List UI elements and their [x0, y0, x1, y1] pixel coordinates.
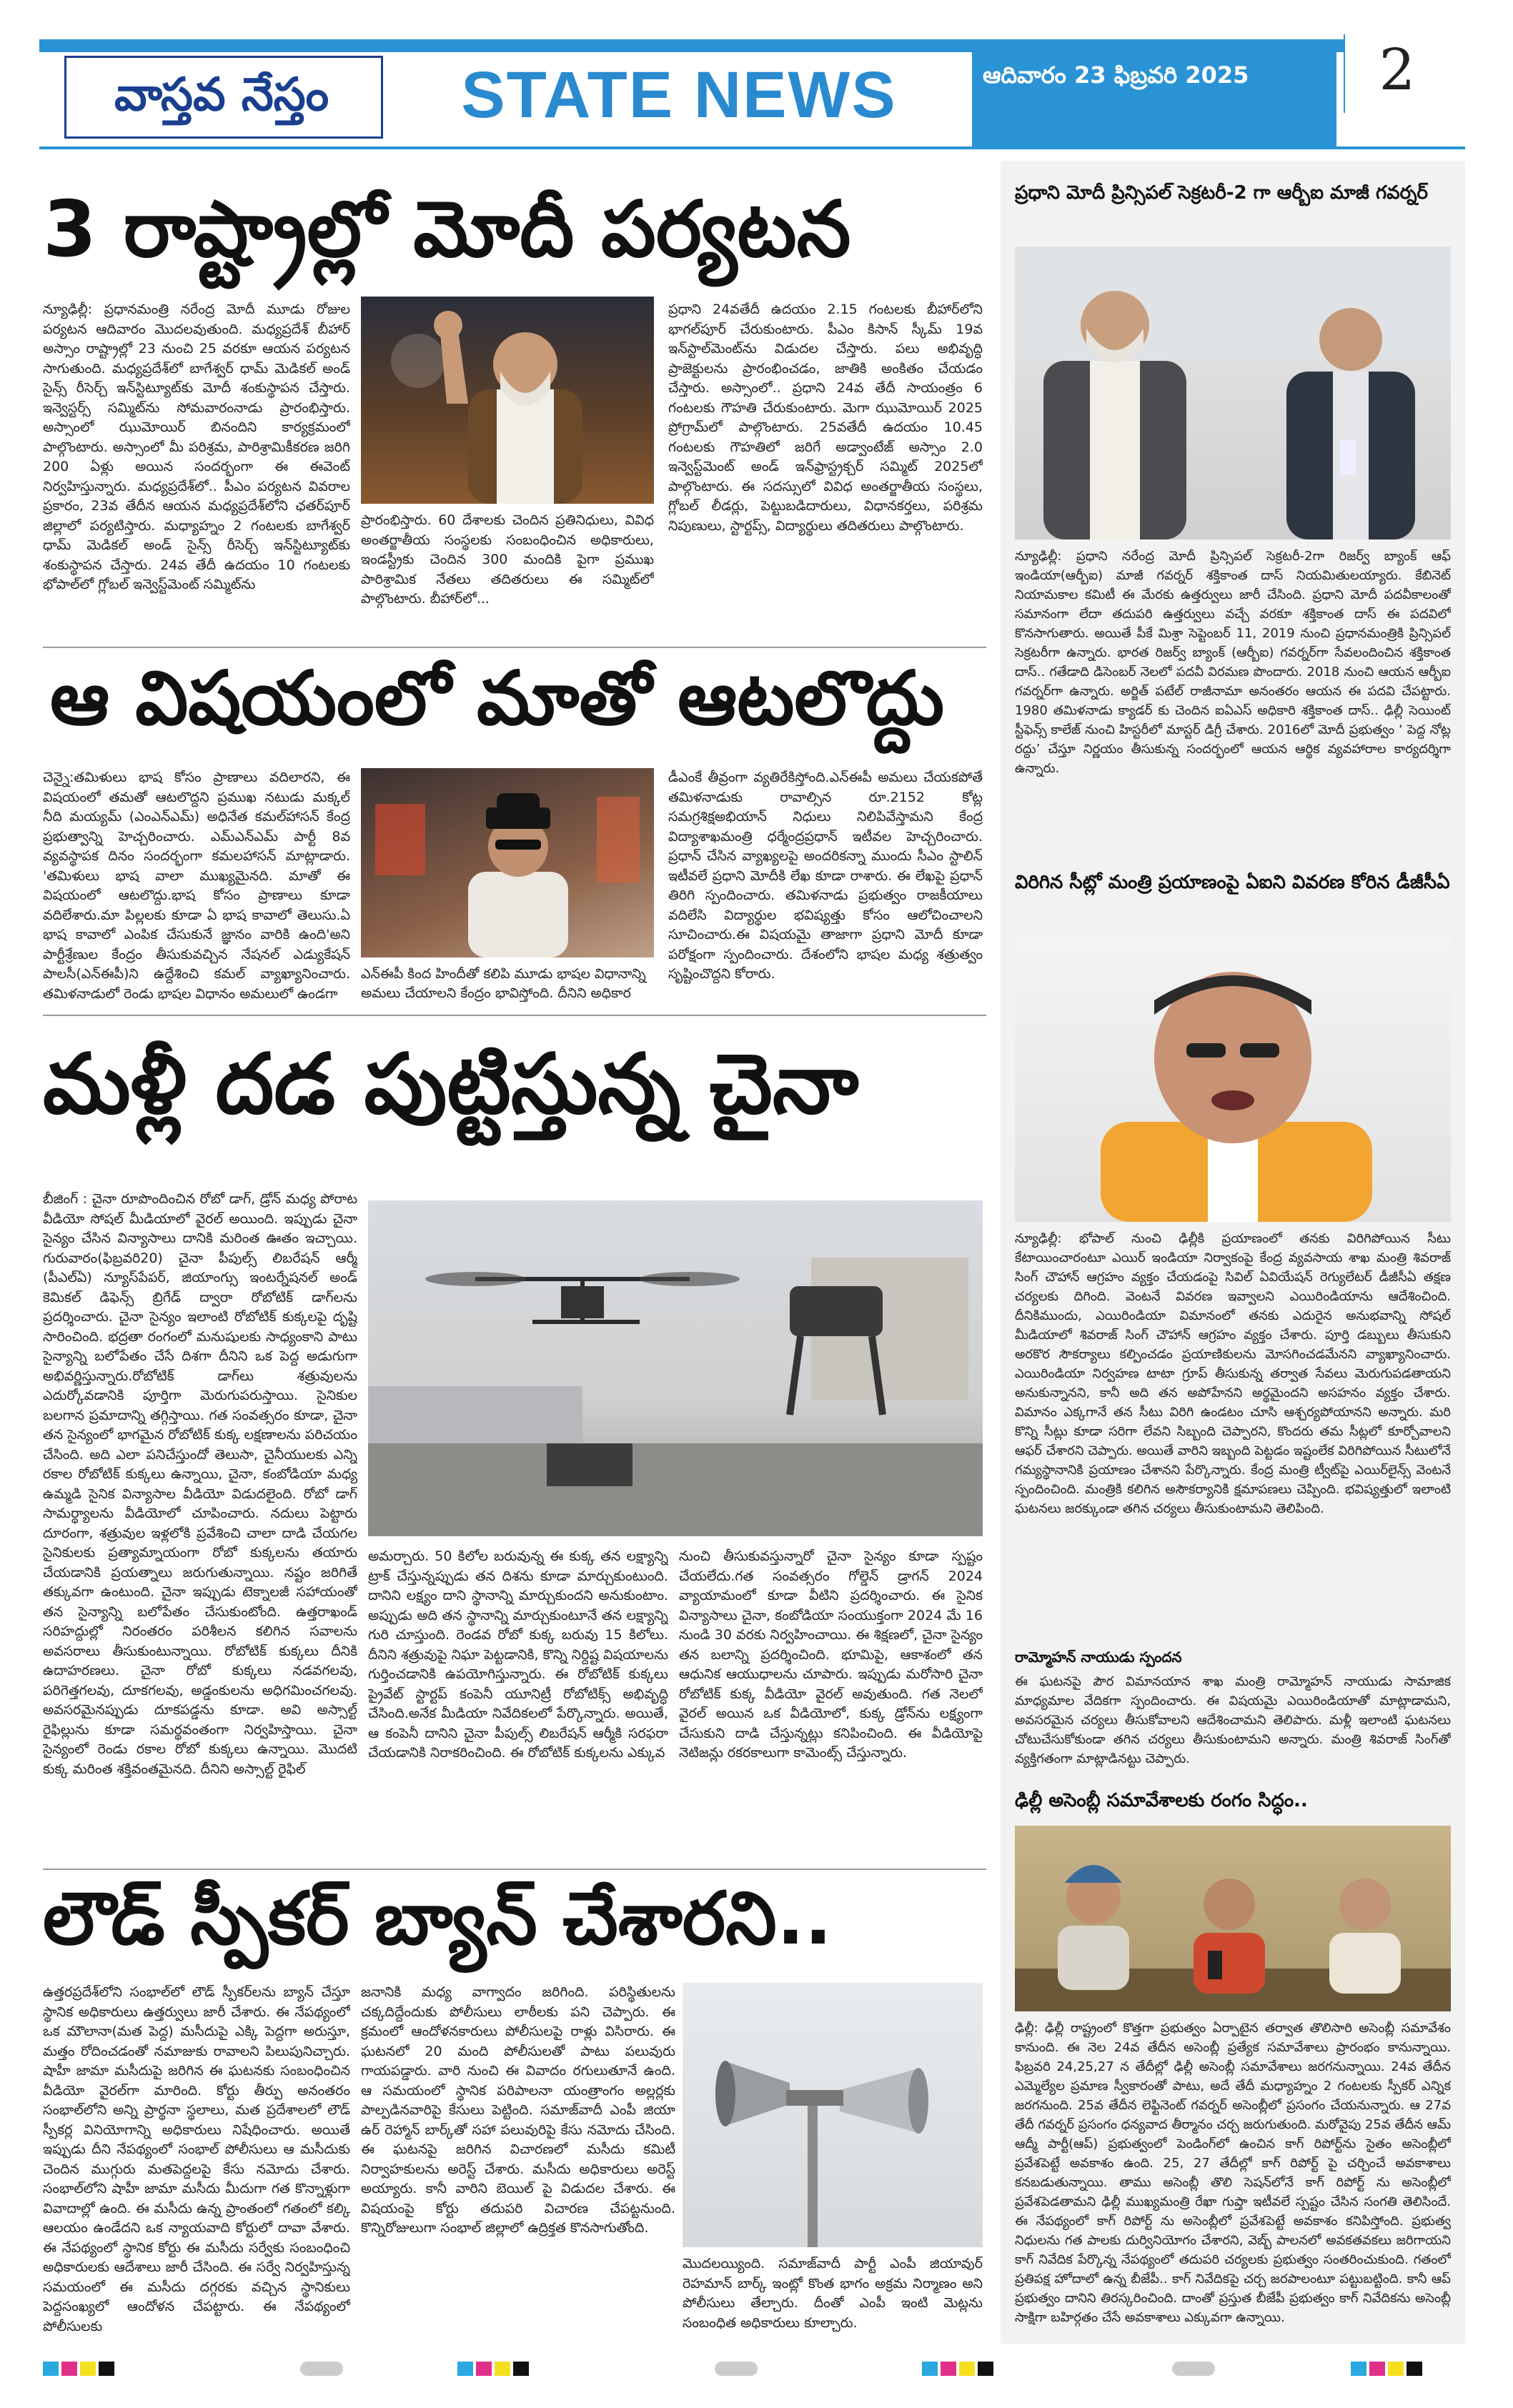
story4-photo	[683, 1983, 983, 2247]
story2-column-1: చెన్నై:తమిళులు భాష కోసం ప్రాణాలు వదిలారని, ఈ విషయంలో తమతో ఆటలొద్దని ప్రముఖ నటుడు మక్కల్ నీది మయ్యమ్ (ఎంఎన్ఎమ్) అధినేత కమల్‌హాసన్ కేంద్ర ప్రభుత్వాన్ని హెచ్చరించారు. ఎమ్ఎన్ఎమ్ పార్టీ 8వ వ్యవస్థాపక దినం సందర్భంగా కమలహాసన్ మాట్లాడారు. 'తమిళులు భాష వాలా ముఖ్యమైనది. మాతో ఈ విషయంలో ఆటలొద్దు.భాష కోసం ప్రాణాలు కూడా వదిలేశారు.మా పిల్లలకు కూడా ఏ భాష కావాలో తెలుసు.ఏ భాష కావాలో ఎంపిక చేసుకునే జ్ఞానం వారికి ఉంది'అని పార్టీశ్రేణుల కేంద్రం తీసుకువచ్చిన నేషనల్ ఎడ్యుకేషన్ పాలసీ(ఎన్‌ఈపీ)ని ఉద్దేశించి కమల్ వ్యాఖ్యానించారు. తమిళనాడులో రెండు భాషల విధానం అమలులో ఉండగా	[43, 770, 350, 1002]
sidebar-story3-text: ఢిల్లీ: ఢిల్లీ రాష్ట్రంలో కొత్తగా ప్రభుత్వం ఏర్పాటైన తర్వాత తొలిసారి అసెంబ్లీ సమావేశం కానుంది. ఈ నెల 24వ తేదీన అసెంబ్లీ ప్రత్యేక సమావేశాలు ప్రారంభం కానున్నాయి. ఫిబ్రవరి 24,25,27 న తేదీల్లో ఢిల్లీ అసెంబ్లీ సమావేశాలు జరగనున్నాయి. 24వ తేదీన ఎమ్మెల్యేల ప్రమాణ స్వీకారంతో పాటు, అదే తేదీ మధ్యాహ్నం 2 గంటలకు స్పీకర్ ఎన్నిక జరగనుంది. 25వ తేదీన లెఫ్టినెంట్ గవర్నర్ అసెంబ్లీలో ప్రసంగం చేయనున్నారు. ఆ 27వ తేదీ గవర్నర్ ప్రసంగం ధన్యవాద తీర్మానం చర్చ జరుగుతుంది. మరోవైపు 25వ తేదీన ఆమ్ ఆద్మీ పార్టీ(ఆప్) ప్రభుత్వంలో పెండింగ్‌లో ఉంచిన కాగ్ రిపోర్ట్‌ను సైతం అసెంబ్లీలో ప్రవేశపెట్టే అవకాశం ఉంది. 25, 27 తేదీల్లో కాగ్ రిపోర్ట్ పై చర్చించే అవకాశాలు కనబడుతున్నాయి. తాము అసెంబ్లీ తొలి సెషన్‌లోనే కాగ్ రిపోర్ట్ ను అసెంబ్లీలో ప్రవేశపెడతామని ఢిల్లీ ముఖ్యమంత్రి రేఖా గుప్తా ఇటీవలే స్పష్టం చేసిన సంగతి తెలిసిందే. ఈ నేపథ్యంలో కాగ్ రిపోర్ట్ ను అసెంబ్లీలో ప్రవేశపెట్టే అవకాశం కనిపిస్తోంది. ప్రభుత్వ నిధులను గత పాలకు దుర్వినియోగం చేశారని, వెబ్బ్ పాలనలో అవకతవకలు జరిగాయని కాగ్ నివేదిక పేర్కొన్న నేపథ్యంలో తదుపరి చర్యలకు ప్రభుత్వం సంతరించుకుంది. గతంలో ప్రతిపక్ష హోదాలో ఉన్న బీజేపీ.. కాగ్ నివేదికపై చర్చ జరపాలంటూ పట్టుబట్టింది. కానీ ఆప్ ప్రభుత్వం దానిని తిరస్కరించింది. దాంతో ప్రస్తుత బీజేపీ ప్రభుత్వం కాగ్ నివేదికను అసెంబ్లీ సాక్షిగా బహిర్గతం చేసే అవకాశాలు ఎక్కువగా ఉన్నాయి.	[1015, 2021, 1451, 2325]
story-divider	[43, 647, 986, 648]
sidebar-story1-photo	[1015, 247, 1451, 539]
registration-oval	[715, 2362, 758, 2376]
story3-column-2: అమర్చారు. 50 కిలోల బరువున్న ఈ కుక్క తన లక్ష్యాన్ని ట్రాక్ చేస్తున్నప్పుడు తన దిశను కూడా మార్చుకుంటుంది. దానిని లక్ష్యం దాని స్థానాన్ని మార్చుకుందని అనుకుంటాం. అప్పుడు అది తన స్థానాన్ని మార్చుకుంటూనే తన లక్ష్యాన్ని గురి చూస్తుంది. రెండవ రోబో కుక్క బరువు 15 కిలోలు. దీనిని శత్రువుపై నిఘా పెట్టడానికి, కొన్ని నిర్దిష్ట విషయాలను గుర్తించడానికి ఉపయోగిస్తున్నారు. ఈ రోబోటిక్ కుక్కలు ప్రైవేట్ స్టార్టప్ కంపెనీ యూనిట్రీ రోబోటిక్స్ అభివృద్ధి చేసింది.అనేక మీడియా నివేదికలలో పేర్కొన్నారు. అయితే, ఆ కంపెనీ దానిని చైనా పీపుల్స్ లిబరేషన్ ఆర్మీకి సరఫరా చేయడానికి నిరాకరించింది. ఈ రోబోటిక్ కుక్కలను ఎక్కువ	[368, 1548, 668, 1761]
modi-shaktikanta-image	[1015, 247, 1451, 539]
color-registration-bar-4	[1351, 2362, 1465, 2377]
story3-column-1: బీజింగ్ : చైనా రూపొందించిన రోబో డాగ్, డ్రోన్ మధ్య పోరాట వీడియో సోషల్ మీడియాలో వైరల్ అయింది. ఇప్పుడు చైనా సైన్యం చేసిన విన్యాసాలు దానికి మరింత ఊతం ఇచ్చాయి. గురువారం(ఫిబ్రవరి20) చైనా పీపుల్స్ లిబరేషన్ ఆర్మీ (పీఎల్ఏ) న్యూస్‌పేపర్, జియాంగ్సు ఇంటర్నేషనల్ అండ్ కెమికల్ డిఫెన్స్ బ్రిగేడ్ ద్వారా రోబోటిక్ డాగ్‌లను ప్రదర్శించారు. చైనా సైన్యం ఇలాంటి రోబోటిక్ కుక్కలపై దృష్టి సారించింది. భద్రతా రంగంలో మనుషులకు సాధ్యంకాని పాటు సైన్యాన్ని బలోపేతం చేసే దిశగా దీనిని ఒక పెద్ద అడుగుగా అభివర్ణిస్తున్నారు.రోబోటిక్ డాగ్‌లు శత్రువులను ఎదుర్కోవడానికి పూర్తిగా మెరుగుపరుస్తాయి. సైనికుల బలగాన ప్రమాదాన్ని తగ్గిస్తాయి. గత సంవత్సరం కూడా, చైనా తన సైన్యంలో భాగమైన రోబోటిక్ కుక్క లక్షణాలను పరిచయం చేసింది. అది ఎలా పనిచేస్తుందో తెలుసా, చైనీయులకు ఎన్ని రకాల రోబోటిక్ కుక్కలు ఉన్నాయి, చైనా, కంబోడియా మధ్య ఉమ్మడి సైనిక విన్యాసాల వీడియో విడుదలైంది. రోబో డాగ్ సామర్థ్యాలను వీడియోలో చూపించారు. నదులు పెట్టారు దూరంగా, శత్రువుల ఇళ్లలోకి ప్రవేశించి చాలా దాడి చేయగల సైనికులకు ప్రత్యామ్నాయంగా రోబో కుక్కలను తయారు చేయడానికి ప్రయత్నాలు జరుగుతున్నాయి. నష్టం జరిగితే తక్కువగా ఉంటుంది. చైనా ఇప్పుడు టెక్నాలజీ సహాయంతో తన సైన్యాన్ని బలోపేతం చేసుకుంటోంది. ఉత్తరాఖండ్ సరిహద్దుల్లో నిరంతరం పరిశీలన కలిగిన సవాలను అవసరాలు తీసుకుంటున్నాయి. రోబోటిక్ కుక్కలు దీనికి ఉదాహరణలు. చైనా రోబో కుక్కలు నడవగలవు, పరిగెత్తగలవు, దూకగలవు, అడ్డంకులను అధిగమించగలవు. అవసరమైనప్పుడు దూకపడ్డను కూడా. అవి అస్సాల్ట్ రైఫిల్లును కూడా సమర్థవంతంగా నిర్వహిస్తాయి. చైనా సైన్యంలో రెండు రకాల రోబో కుక్కలు ఉన్నాయి. మొదటి కుక్క మరింత శక్తివంతమైనది. దీనిని అస్సాల్ట్ రైఫిల్	[43, 1191, 357, 1777]
color-registration-bar-1	[43, 2362, 186, 2377]
date-band	[972, 39, 1336, 146]
story4-column-1: ఉత్తరప్రదేశ్‌లోని సంభాల్‌లో లౌడ్ స్పీకర్‌లను బ్యాన్ చేస్తూ స్థానిక అధికారులు ఉత్తర్వులు జారీ చేశారు. ఈ నేపథ్యంలో ఒక మౌలానా(మత పెద్ద) మసీదుపై ఎక్కి పెద్దగా అరుస్తూ, మత్తం రోదించడంతో నమాజుకు రావాలని పిలుపునిచ్చారు. షాహీ జామా మసీదుపై జరిగిన ఈ ఘటనకు సంబంధించిన వీడియో వైరల్‌గా మారింది. కోర్టు తీర్పు అనంతరం సంభాల్‌లోని అన్ని ప్రార్థనా స్థలాలు, మత ప్రదేశాలలో లౌడ్ స్పీకర్ల వినియోగాన్ని అధికారులు నిషేధించారు. అయితే ఇప్పుడు దీని నేపథ్యంలో సంభాల్ పోలీసులు ఆ మసీదుకు చెందిన ముగ్గురు మతపెద్దలపై కేసు నమోదు చేశారు. సంభాల్‌లోని షాహీ జామా మసీదు మీదుగా గత కొన్నాళ్లుగా వివాదాల్లో ఉంది. ఈ మసీదు ఉన్న ప్రాంతంలో గతంలో కల్కి ఆలయం ఉండేదని ఒక న్యాయవాది కోర్టులో దావా వేశారు. ఈ నేపథ్యంలో స్థానిక కోర్టు ఈ మసీదు సర్వేకు సంబంధించి అధికారులకు ఆదేశాలు జారీ చేసింది. ఈ సర్వే నిర్వహిస్తున్న సమయంలో ఈ మసీదు దగ్గరకు వచ్చిన స్థానికులు పెద్దసంఖ్యలో ఆందోళన చేపట్టారు. ఈ నేపథ్యంలో పోలీసులకు	[43, 1984, 350, 2334]
story4-column-2: జనానికి మధ్య వాగ్వాదం జరిగింది. పరిస్థితులను చక్కదిద్దేందుకు పోలీసులు లాఠీలకు పని చెప్పారు. ఈ క్రమంలో ఆందోళనకారులు పోలీసులపై రాళ్లు విసిరారు. ఈ ఘటనలో 20 మంది పోలీసులతో పాటు పలువురు గాయపడ్డారు. వారి నుంచి ఈ వివాదం రగులుతూనే ఉంది. ఆ సమయంలో స్థానిక పరిపాలనా యంత్రాంగం అల్లర్లకు పాల్పడినవారిపై కేసులు పెట్టింది. సమాజ్‌వాదీ ఎంపీ జియా ఉర్ రెహ్మాన్ బార్క్‌తో సహా పలువురిపై కేసు నమోదు చేసింది. ఈ ఘటనపై జరిగిన విచారణలో మసీదు కమిటీ నిర్వాహకులను అరెస్ట్ చేశారు. మసీదు అధికారులు అరెస్ట్ అయ్యారు. కానీ వారిని బెయిల్ పై విడుదల చేశారు. ఈ విషయంపై కోర్టు తదుపరి విచారణ చేపట్టనుంది. కొన్నిరోజులుగా సంభాల్ జిల్లాలో ఉద్రిక్తత కొనసాగుతోంది.	[361, 1984, 675, 2236]
newspaper-logo: వాస్తవ నేస్తం	[114, 68, 329, 121]
kamal-haasan-image	[361, 768, 654, 957]
story1-photo	[361, 297, 654, 504]
story1-headline: 3 రాష్ట్రాల్లో మోదీ పర్యటన	[43, 185, 851, 274]
sidebar-story2-text2: ఈ ఘటనపై పౌర విమానయాన శాఖ మంత్రి రామ్మోహన్ నాయుడు సామాజిక మాధ్యమాల వేదికగా స్పందించారు. ఈ విషయమై ఎయిరిండియాతో మాట్లాడామని, అవసరమైన చర్యలు తీసుకోవాలని ఆదేశించామని తెలిపారు. మళ్లీ ఇలాంటి ఘటనలు చోటుచేసుకోకుండా తగిన చర్యలు తీసుకుంటామని అన్నారు. మంత్రి శివరాజ్ సింగ్‌తో వ్యక్తిగతంగా మాట్లాడినట్టు చెప్పారు.	[1015, 1674, 1451, 1766]
sidebar-story1-text: న్యూఢిల్లీ: ప్రధాని నరేంద్ర మోదీ ప్రిన్సిపల్ సెక్రటరీ-2గా రిజర్వ్ బ్యాంక్ ఆఫ్ ఇండియా(ఆర్బీఐ) మాజీ గవర్నర్ శక్తికాంత దాస్ నియమితులయ్యారు. కేబినెట్ నియామకాల కమిటీ ఈ మేరకు ఉత్తర్వులు జారీ చేసింది. ప్రధాని మోదీ పదవీకాలంతో సమానంగా లేదా తదుపరి ఉత్తర్వులు వచ్చే వరకూ శక్తికాంత దాస్ ఈ పదవిలో కొనసాగుతారు. అయితే పీకే మిశ్రా సెప్టెంబర్ 11, 2019 నుంచి ప్రధానమంత్రికి ప్రిన్సిపల్ సెక్రటరీగా ఉన్నారు. భారత రిజర్వ్ బ్యాంక్ (ఆర్బీఐ) గవర్నర్‌గా సేవలందించిన శక్తికాంత దాస్.. గతేడాది డిసెంబర్ నెలలో పదవీ విరమణ పొందారు. 2018 నుంచి ఆయన ఆర్బీఐ గవర్నర్‌గా ఉన్నారు. అర్జిత్ పటేల్ రాజీనామా అనంతరం ఆయన ఈ పదవి చేపట్టారు. 1980 తమిళనాడు క్యాడర్ కు చెందిన ఐఏఎస్ అధికారి శక్తికాంత దాస్.. ఢిల్లీ సెయింట్ స్టీఫెన్స్ కాలేజ్ నుంచి హిస్టరీలో మాస్టర్ డిగ్రీ చేశారు. 2016లో మోదీ ప్రభుత్వం ‘ పెద్ద నోట్ల రద్దు’ చేస్తూ నిర్ణయం తీసుకున్న సందర్భంలో ఆయన ఆర్థిక వ్యవహారాల కార్యదర్శిగా ఉన్నారు.	[1015, 549, 1451, 776]
masthead-rule	[39, 146, 1465, 149]
color-registration-bar-3	[922, 2362, 1065, 2377]
loudspeaker-image	[683, 1983, 983, 2247]
robot-dog-drone-image	[368, 1200, 983, 1536]
shivraj-chouhan-image	[1015, 936, 1451, 1222]
story3-photo	[368, 1200, 983, 1536]
modi-waving-image	[361, 297, 654, 504]
story-divider	[43, 1869, 986, 1870]
sidebar-story3-photo	[1015, 1826, 1451, 2011]
story1-column-3: ప్రధాని 24వతేదీ ఉదయం 2.15 గంటలకు బీహార్‌లోని భాగల్‌పూర్ చేరుకుంటారు. పీఎం కిసాన్ స్కీమ్ 19వ ఇన్‌స్టాల్‌మెంట్‌ను విడుదల చేస్తారు. పలు అభివృద్ధి ప్రాజెక్టులను ప్రారంభించడం, జాతికి అంకితం చేయడం చేస్తారు. అస్సాంలో.. ప్రధాని 24వ తేదీ సాయంత్రం 6 గంటలకు గౌహతి చేరుకుంటారు. మెగా ఝుమోయిర్ 2025 ప్రోగ్రామ్‌లో పాల్గొంటారు. 25వతేదీ ఉదయం 10.45 గంటలకు గౌహతిలో జరిగే అడ్వాంటేజ్ అస్సాం 2.0 ఇన్వెస్ట్‌మెంట్ అండ్ ఇన్‌ఫ్రాస్ట్రక్చర్ సమ్మిట్ 2025లో పాల్గొంటారు. ఈ సదస్సులో వివిధ అంతర్జాతీయ సంస్థలు, గ్లోబల్ లీడర్లు, పెట్టుబడిదారులు, విధానకర్తలు, పరిశ్రమ నిపుణులు, స్టార్టప్స్, విద్యార్థులు తదితరులు పాల్గొంటారు.	[668, 302, 983, 534]
story3-headline: మళ్లీ దడ పుట్టిస్తున్న చైనా	[43, 1036, 859, 1133]
story2-column-3: డీఎంకే తీవ్రంగా వ్యతిరేకిస్తోంది.ఎన్ఈపీ అమలు చేయకపోతే తమిళనాడుకు రావాల్సిన రూ.2152 కోట్ల సమగ్రశిక్షఅభియాన్ నిధులు నిలిపివేస్తామని కేంద్ర విద్యాశాఖమంత్రి ధర్మేంద్రప్రధాన్ ఇటీవల హెచ్చరించారు. ప్రధాన్ చేసిన వ్యాఖ్యలపై అందరికన్నా ముందు సీఎం స్టాలిన్ ఇటీవలే ప్రధాని మోదీకి లేఖ కూడా రాశారు. ఈ లేఖపై ప్రధాన్ తిరిగి స్పందించారు. తమిళనాడు ప్రభుత్వం రాజకీయాలు వదిలేసి విద్యార్థుల భవిష్యత్తు కోసం ఆలోచించాలని సూచించారు.ఈ విషయమై తాజాగా ప్రధాని మోదీ కూడా పరోక్షంగా స్పందించారు. దేశంలోని భాషల మధ్య శత్రుత్వం సృష్టించొద్దని కోరారు.	[668, 770, 983, 982]
issue-date: ఆదివారం 23 ఫిబ్రవరి 2025	[983, 61, 1249, 89]
sidebar-story2-title: విరిగిన సీట్లో మంత్రి ప్రయాణంపై ఏఐని వివరణ కోరిన డీజీసీఏ	[1015, 872, 1450, 893]
registration-oval	[1172, 2362, 1215, 2376]
page-number: 2	[1379, 36, 1416, 103]
story-divider	[43, 1015, 986, 1016]
story2-caption: ఎన్‌ఈపీ కింద హిందీతో కలిపి మూడు భాషల విధానాన్ని అమలు చేయాలని కేంద్రం భావిస్తోంది. దీనిని అధికార	[361, 966, 646, 1001]
sidebar-story2-photo	[1015, 936, 1451, 1222]
sidebar-story3-title: ఢిల్లీ అసెంబ్లీ సమావేశాలకు రంగం సిద్ధం..	[1015, 1790, 1308, 1811]
sidebar-story1-title: ప్రధాని మోదీ ప్రిన్సిపల్ సెక్రటరీ-2 గా ఆర్బీఐ మాజీ గవర్నర్	[1015, 182, 1428, 204]
story3-column-3: నుంచి తీసుకువస్తున్నారో చైనా సైన్యం కూడా స్పష్టం చేయలేదు.గత సంవత్సరం గోల్డెన్ డ్రాగన్ 2024 వ్యాయామంలో కూడా వీటిని ప్రదర్శించారు. ఈ సైనిక విన్యాసాలు చైనా, కంబోడియా సంయుక్తంగా 2024 మే 16 నుండి 30 వరకు నిర్వహించాయి. ఈ శిక్షణలో, చైనా సైన్యం తన బలాన్ని ప్రదర్శించింది. భూమిపై, ఆకాశంలో తన ఆధునిక ఆయుధాలను చూపారు. ఇప్పుడు మరోసారి చైనా రోబోటిక్ కుక్క వీడియో వైరల్ అవుతుంది. గత నెలలో వైరల్ అయిన ఒక వీడియోలో, కుక్క డ్రోన్‌ను లక్ష్యంగా చేసుకుని దాడి చేస్తున్నట్లు కనిపించింది. ఈ వీడియోపై నెటిజన్లు రకరకాలుగా కామెంట్స్ చేస్తున్నారు.	[679, 1548, 983, 1761]
section-title: STATE NEWS	[461, 59, 897, 131]
story4-headline: లౌడ్ స్పీకర్ బ్యాన్ చేశారని..	[43, 1876, 833, 1961]
registration-oval	[300, 2362, 343, 2376]
story4-column-3: మొదలయ్యింది. సమాజ్‌వాదీ పార్టీ ఎంపీ జియావుర్ రెహమాన్ బార్క్ ఇంట్లో కొంత భాగం అక్రమ నిర్మాణం అని పోలీసులు తేల్చారు. దీంతో ఎంపీ ఇంటి మెట్లను సంబంధిత అధికారులు కూల్చారు.	[683, 2256, 983, 2331]
sidebar-story2-text: న్యూఢిల్లీ: భోపాల్ నుంచి ఢిల్లీకి ప్రయాణంలో తనకు విరిగిపోయిన సీటు కేటాయించారంటూ ఎయిర్ ఇండియా నిర్వాకంపై కేంద్ర వ్యవసాయ శాఖ మంత్రి శివరాజ్ సింగ్ చౌహాన్ ఆగ్రహం వ్యక్తం చేయడంపై సివిల్ ఏవియేషన్ రెగ్యులేటర్ డీజీసీఏ తక్షణ చర్యలకు దిగింది. వెంటనే వివరణ ఇవ్వాలని ఎయిరిండియాను ఆదేశించింది. దీనికిముందు, ఎయిరిండియా విమానంలో తనకు ఎదురైన అనుభవాన్ని సోషల్ మీడియాలో శివరాజ్ సింగ్ చౌహాన్ ఆగ్రహం వ్యక్తం చేశారు. పూర్తి డబ్బులు తీసుకుని అరకొర సౌకర్యాలు కల్పించడం ప్రయాణికులను మోసగించడమేనని వ్యాఖ్యానించారు. ఎయిరిండియా నిర్వహణ టాటా గ్రూప్ తీసుకున్న తర్వాత సేవలు మెరుగుపడతాయని అనుకున్నానని, కానీ అది తన అపోహేనని అర్థమైందని అసహనం వ్యక్తం చేశారు. విమానం ఎక్కగానే తన సీటు విరిగి ఉండటం చూసి ఆశ్చర్యపోయానని అన్నారు. మరి కొన్ని సీట్లు కూడా సరిగా లేవని సిబ్బంది చెప్పారని, కొందరు తమ సీట్లలో కూర్చోవాలని ఆఫర్ చేశారని చెప్పారు. అయితే వారిని ఇబ్బంది పెట్టడం ఇష్టంలేక విరిగిపోయిన సీటులోనే గమ్యస్థానానికి ప్రయాణం చేశానని పేర్కొన్నారు. కేంద్ర మంత్రి ట్వీట్‌పై ఎయిర్‌లైన్స్ వెంటనే స్పందించింది. మంత్రికి కలిగిన అసౌకర్యానికి క్షమాపణలు చెప్పింది. భవిష్యత్తులో ఇలాంటి ఘటనలు జరక్కుండా తగిన చర్యలు తీసుకుంటామని తెలిపింది.	[1015, 1231, 1451, 1516]
story2-photo	[361, 768, 654, 957]
story2-headline: ఆ విషయంలో మాతో ఆటలొద్దు	[50, 655, 945, 742]
sidebar-story2-subhead: రామ్మోహన్ నాయుడు స్పందన	[1015, 1648, 1182, 1666]
color-registration-bar-2	[457, 2362, 600, 2377]
story1-column-1: న్యూఢిల్లీ: ప్రధానమంత్రి నరేంద్ర మోదీ మూడు రోజుల పర్యటన ఆదివారం మొదలవుతుంది. మధ్యప్రదేశ్ బీహార్ అస్సాం రాష్ట్రాల్లో 23 నుంచి 25 వరకూ ఆయన పర్యటన సాగుతుంది. మధ్యప్రదేశ్‌లో బాగేశ్వర్ ధామ్ మెడికల్ అండ్ సైన్స్ రీసెర్చ్ ఇన్‌స్టిట్యూట్‌కు మోదీ శంకుస్థాపన చేస్తారు. ఇన్వెస్టర్స్ సమ్మిట్‌ను సోమవారంనాడు ప్రారంభిస్తారు. అస్సాంలో ఝుమోయిర్ బినందిని కార్యక్రమంలో పాల్గొంటారు. అస్సాంలో మీ పరిశ్రమ, పారిశ్రామికీకరణ జరిగి 200 ఏళ్లు అయిన సందర్భంగా ఈ ఈవెంట్ నిర్వహిస్తున్నారు. మధ్యప్రదేశ్‌లో.. పీఎం పర్యటన వివరాల ప్రకారం, 23వ తేదీన ఆయన మధ్యప్రదేశ్‌లోని ఛతర్‌పూర్ జిల్లాలో పర్యటిస్తారు. మధ్యాహ్నం 2 గంటలకు బాగేశ్వర్ ధామ్ మెడికల్ అండ్ సైన్స్ రీసెర్చ్ ఇన్‌స్టిట్యూట్‌కు శంకుస్థాపన చేస్తారు. 24వ తేదీ ఉదయం 10 గంటలకు భోపాల్‌లో గ్లోబల్ ఇన్వెస్ట్‌మెంట్ సమ్మిట్‌ను	[43, 302, 350, 592]
delhi-assembly-press-image	[1015, 1826, 1451, 2011]
story1-column-2: ప్రారంభిస్తారు. 60 దేశాలకు చెందిన ప్రతినిధులు, వివిధ అంతర్జాతీయ సంస్థలకు సంబంధించిన అధికారులు, ఇండస్ట్రీకు చెందిన 300 మందికి పైగా ప్రముఖ పారిశ్రామిక నేతలు తదితరులు ఈ సమ్మిట్‌లో పాల్గొంటారు. బీహార్‌లో...	[361, 512, 654, 607]
